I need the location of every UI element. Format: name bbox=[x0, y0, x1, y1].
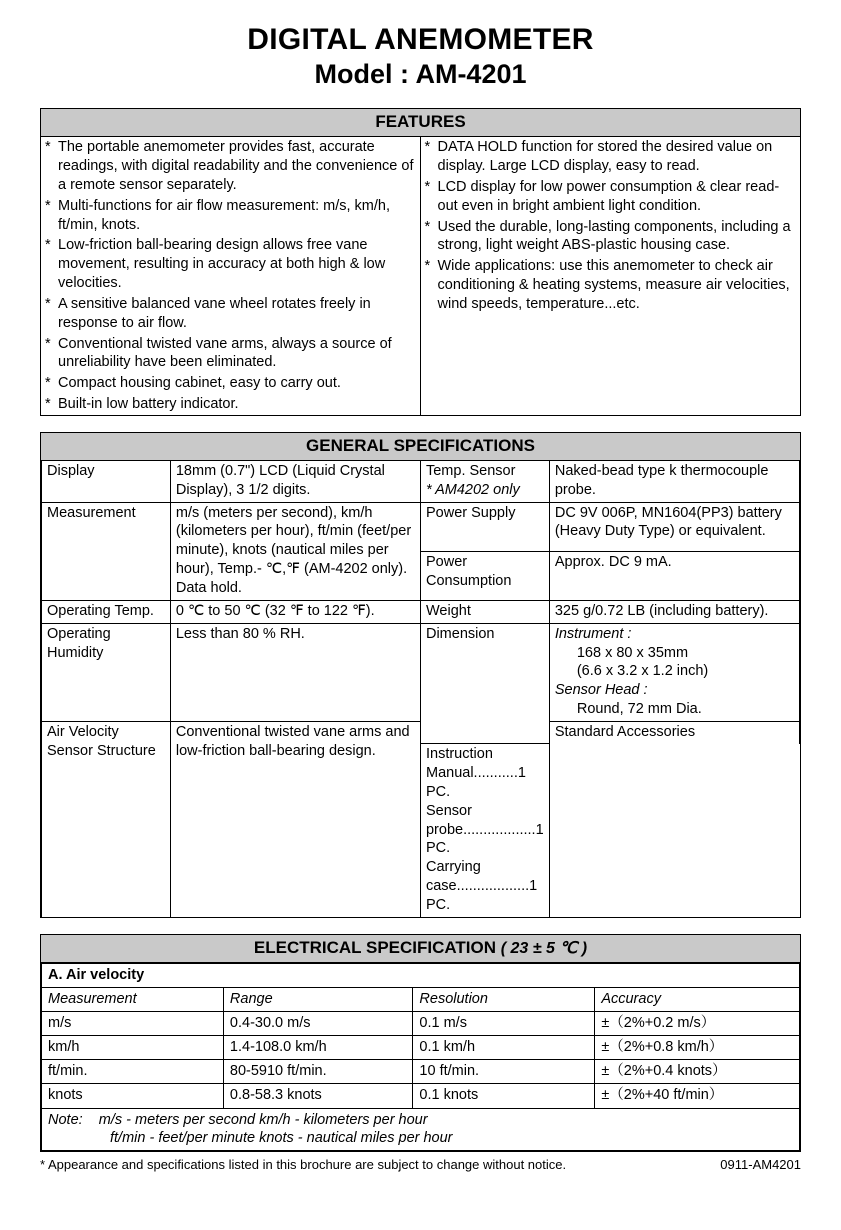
bullet-star-icon: * bbox=[45, 295, 51, 312]
dimension-value bbox=[549, 623, 799, 721]
dimension-instrument-title: Instrument : bbox=[554, 625, 632, 642]
electrical-specification-heading bbox=[41, 935, 800, 963]
accessories-value bbox=[420, 744, 549, 917]
operating-temp-value: 0 ℃ to 50 ℃ (32 ℉ to 122 ℉). bbox=[170, 600, 420, 623]
cell-measurement: m/s bbox=[42, 1012, 224, 1036]
bullet-star-icon: * bbox=[45, 375, 51, 392]
feature-text: Wide applications: use this anemometer to check air conditioning & heating systems, measure air velocities, wind speeds, temperature...etc. bbox=[437, 258, 790, 312]
weight-value: 325 g/0.72 LB (including battery). bbox=[549, 600, 799, 623]
cell-accuracy: ±（2%+0.8 km/h） bbox=[595, 1036, 800, 1060]
feature-text: DATA HOLD function for stored the desired value on display. Large LCD display, easy to read. bbox=[437, 139, 773, 174]
cell-accuracy: ±（2%+0.4 knots） bbox=[595, 1060, 800, 1084]
feature-text: A sensitive balanced vane wheel rotates freely in response to air flow. bbox=[58, 295, 371, 331]
power-consumption-label bbox=[420, 551, 549, 600]
bullet-star-icon: * bbox=[424, 178, 431, 195]
table-header-row bbox=[42, 987, 800, 1011]
feature-item bbox=[41, 394, 420, 415]
table-row bbox=[42, 1012, 800, 1036]
general-specifications-table bbox=[41, 461, 800, 917]
measurement-label: Measurement bbox=[42, 502, 171, 600]
table-row bbox=[42, 1036, 800, 1060]
table-row bbox=[42, 461, 800, 502]
sensor-structure-value: Conventional twisted vane arms and low-friction ball-bearing design. bbox=[170, 721, 420, 916]
table-note bbox=[42, 1108, 800, 1150]
accessory-item: Carrying case..................1 PC. bbox=[425, 859, 538, 914]
feature-text: Conventional twisted vane arms, always a source of unreliability have been eliminated. bbox=[58, 335, 392, 371]
operating-humidity-label bbox=[42, 623, 171, 721]
feature-text: Built-in low battery indicator. bbox=[58, 396, 239, 413]
cell-accuracy: ±（2%+0.2 m/s） bbox=[595, 1012, 800, 1036]
cell-resolution: 10 ft/min. bbox=[413, 1060, 595, 1084]
bullet-star-icon: * bbox=[45, 139, 51, 156]
power-supply-value: DC 9V 006P, MN1604(PP3) battery (Heavy Duty Type) or equivalent. bbox=[549, 502, 799, 551]
feature-item bbox=[41, 334, 420, 374]
cell-range: 1.4-108.0 km/h bbox=[223, 1036, 413, 1060]
temp-sensor-label bbox=[420, 461, 549, 502]
table-row bbox=[42, 1060, 800, 1084]
dimension-head-line1: Round, 72 mm Dia. bbox=[576, 701, 702, 718]
electrical-specification-table bbox=[41, 963, 800, 1151]
display-value: 18mm (0.7") LCD (Liquid Crystal Display), 3 1/2 digits. bbox=[170, 461, 420, 502]
column-header-range: Range bbox=[223, 987, 413, 1011]
feature-item bbox=[41, 196, 420, 236]
feature-text: Low-friction ball-bearing design allows free vane movement, resulting in accuracy at both high & low velocities. bbox=[58, 237, 386, 292]
general-specifications-heading: GENERAL SPECIFICATIONS bbox=[41, 433, 800, 461]
measurement-value: m/s (meters per second), km/h (kilometers per hour), ft/min (feet/per minute), knots (nautical miles per hour), Temp.- ℃,℉ (AM-4202 only). Data hold. bbox=[170, 502, 420, 600]
temp-sensor-label-text: Temp. Sensor bbox=[425, 462, 516, 479]
bullet-star-icon: * bbox=[424, 218, 431, 235]
table-row bbox=[42, 600, 800, 623]
power-consumption-label-text: Power Consumption bbox=[425, 553, 512, 589]
general-specifications-section bbox=[40, 432, 801, 918]
table-row bbox=[42, 1108, 800, 1150]
dimension-head-title: Sensor Head : bbox=[554, 682, 648, 699]
cell-measurement: km/h bbox=[42, 1036, 224, 1060]
note-label: Note: bbox=[48, 1111, 83, 1128]
features-heading: FEATURES bbox=[41, 109, 800, 137]
page-title bbox=[40, 22, 801, 92]
product-model: Model : AM-4201 bbox=[314, 59, 527, 90]
feature-item bbox=[421, 177, 801, 217]
weight-label: Weight bbox=[420, 600, 549, 623]
power-consumption-value: Approx. DC 9 mA. bbox=[549, 551, 799, 600]
feature-item bbox=[41, 294, 420, 334]
temp-sensor-value: Naked-bead type k thermocouple probe. bbox=[549, 461, 799, 502]
feature-text: Multi-functions for air flow measurement: m/s, km/h, ft/min, knots. bbox=[58, 197, 390, 233]
cell-accuracy: ±（2%+40 ft/min） bbox=[595, 1084, 800, 1108]
accessory-item: Instruction Manual...........1 PC. bbox=[425, 746, 526, 800]
feature-item bbox=[421, 256, 801, 315]
cell-range: 0.4-30.0 m/s bbox=[223, 1012, 413, 1036]
features-section bbox=[40, 108, 801, 416]
power-supply-label: Power Supply bbox=[420, 502, 549, 551]
dimension-instrument-line2: (6.6 x 3.2 x 1.2 inch) bbox=[576, 663, 709, 680]
bullet-star-icon: * bbox=[45, 197, 51, 214]
accessory-item: Sensor probe..................1 PC. bbox=[425, 802, 544, 857]
dimension-label: Dimension bbox=[420, 623, 549, 744]
cell-measurement: knots bbox=[42, 1084, 224, 1108]
operating-temp-label bbox=[42, 600, 171, 623]
column-header-measurement: Measurement bbox=[42, 987, 224, 1011]
features-columns bbox=[41, 137, 800, 415]
electrical-heading-text: ELECTRICAL SPECIFICATION bbox=[253, 937, 497, 957]
product-title: DIGITAL ANEMOMETER bbox=[247, 23, 594, 56]
bullet-star-icon: * bbox=[424, 258, 431, 275]
feature-text: The portable anemometer provides fast, accurate readings, with digital readability and the convenience of a remote sensor separately. bbox=[58, 139, 414, 193]
electrical-heading-condition: ( 23 ± 5 ℃ ) bbox=[500, 939, 588, 957]
footer-disclaimer: * Appearance and specifications listed in this brochure are subject to change without notice. bbox=[40, 1156, 567, 1172]
features-left-column bbox=[41, 137, 421, 415]
feature-item bbox=[421, 217, 801, 257]
subsection-title: A. Air velocity bbox=[42, 963, 800, 987]
feature-text: LCD display for low power consumption & clear read-out even in bright ambient light condition. bbox=[437, 178, 780, 214]
column-header-resolution: Resolution bbox=[413, 987, 595, 1011]
accessories-label bbox=[549, 721, 799, 743]
feature-item bbox=[41, 373, 420, 394]
operating-temp-label-text: Operating Temp. bbox=[47, 602, 154, 619]
page-footer bbox=[40, 1157, 801, 1172]
bullet-star-icon: * bbox=[45, 237, 51, 254]
cell-measurement: ft/min. bbox=[42, 1060, 224, 1084]
features-right-column bbox=[421, 137, 801, 415]
footer-document-code: 0911-AM4201 bbox=[720, 1156, 801, 1172]
column-header-accuracy: Accuracy bbox=[595, 987, 800, 1011]
sensor-structure-label bbox=[42, 721, 171, 916]
bullet-star-icon: * bbox=[424, 139, 431, 156]
feature-item bbox=[41, 137, 420, 196]
accessories-label-text: Standard Accessories bbox=[554, 723, 696, 740]
dimension-instrument-line1: 168 x 80 x 35mm bbox=[576, 644, 689, 661]
bullet-star-icon: * bbox=[45, 396, 51, 413]
feature-item bbox=[421, 137, 801, 177]
operating-humidity-label-text: Operating Humidity bbox=[47, 625, 111, 661]
display-label: Display bbox=[42, 461, 171, 502]
temp-sensor-note: * AM4202 only bbox=[425, 481, 520, 498]
table-row bbox=[42, 963, 800, 987]
note-line-2: ft/min - feet/per minute knots - nautical miles per hour bbox=[110, 1129, 453, 1146]
electrical-specification-section bbox=[40, 934, 801, 1152]
bullet-star-icon: * bbox=[45, 335, 51, 352]
sensor-structure-label-text: Air Velocity Sensor Structure bbox=[47, 723, 156, 759]
cell-resolution: 0.1 km/h bbox=[413, 1036, 595, 1060]
table-row bbox=[42, 1084, 800, 1108]
feature-item bbox=[41, 235, 420, 294]
cell-resolution: 0.1 m/s bbox=[413, 1012, 595, 1036]
note-line-1: m/s - meters per second km/h - kilometers per hour bbox=[98, 1111, 428, 1128]
operating-humidity-value: Less than 80 % RH. bbox=[170, 623, 420, 721]
table-row bbox=[42, 502, 800, 551]
cell-resolution: 0.1 knots bbox=[413, 1084, 595, 1108]
feature-text: Used the durable, long-lasting components, including a strong, light weight ABS-plastic housing case. bbox=[437, 218, 791, 254]
feature-text: Compact housing cabinet, easy to carry out. bbox=[58, 375, 341, 392]
cell-range: 0.8-58.3 knots bbox=[223, 1084, 413, 1108]
cell-range: 80-5910 ft/min. bbox=[223, 1060, 413, 1084]
